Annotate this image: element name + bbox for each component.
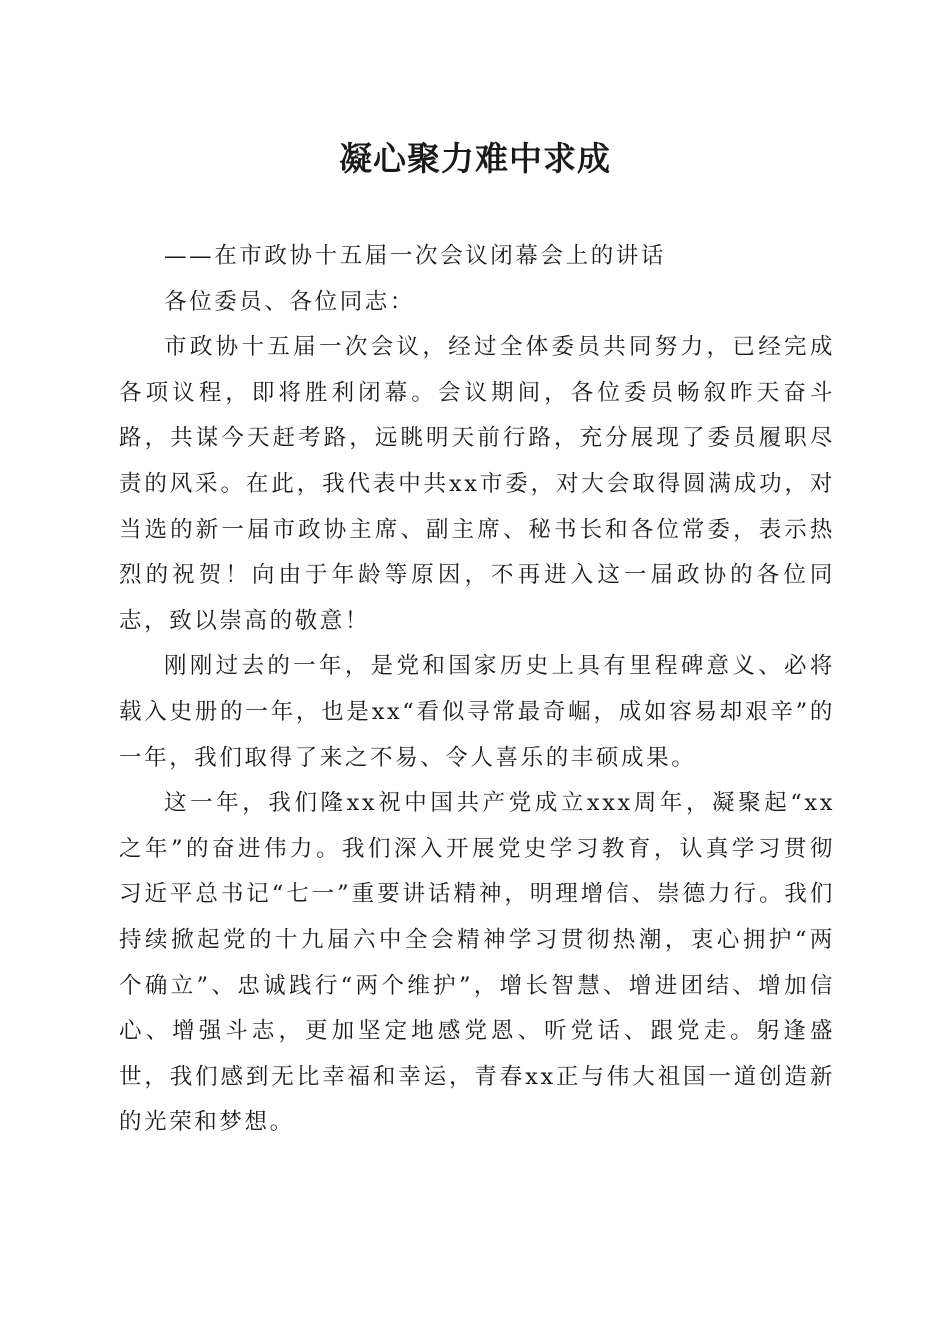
paragraph: 刚刚过去的一年，是党和国家历史上具有里程碑意义、必将载入史册的一年，也是xx“看似寻常最奇崛，成如容易却艰辛”的一年，我们取得了来之不易、令人喜乐的丰硕成果。 [119, 653, 835, 771]
document-title: 凝心聚力难中求成 [339, 139, 611, 178]
subtitle: ——在市政协十五届一次会议闭幕会上的讲话 [164, 243, 667, 269]
paragraph: 市政协十五届一次会议，经过全体委员共同努力，已经完成各项议程，即将胜利闭幕。会议期间，各位委员畅叙昨天奋斗路，共谋今天赶考路，远眺明天前行路，充分展现了委员履职尽责的风采。在此，我代表中共xx市委，对大会取得圆满成功，对当选的新一届市政协主席、副主席、秘书长和各位常委，表示热烈的祝贺！向由于年龄等原因，不再进入这一届政协的各位同志，致以崇高的敬意！ [119, 334, 835, 634]
salutation: 各位委员、各位同志： [164, 288, 416, 315]
document-body [119, 234, 835, 1146]
paragraph: 这一年，我们隆xx祝中国共产党成立xxx周年，凝聚起“xx之年”的奋进伟力。我们深入开展党史学习教育，认真学习贯彻习近平总书记“七一”重要讲话精神，明理增信、崇德力行。我们持续掀起党的十九届六中全会精神学习贯彻热潮，衷心拥护“两个确立”、忠诚践行“两个维护”，增长智慧、增进团结、增加信心、增强斗志，更加坚定地感党恩、听党话、跟党走。躬逢盛世，我们感到无比幸福和幸运，青春xx正与伟大祖国一道创造新的光荣和梦想。 [119, 790, 835, 1136]
